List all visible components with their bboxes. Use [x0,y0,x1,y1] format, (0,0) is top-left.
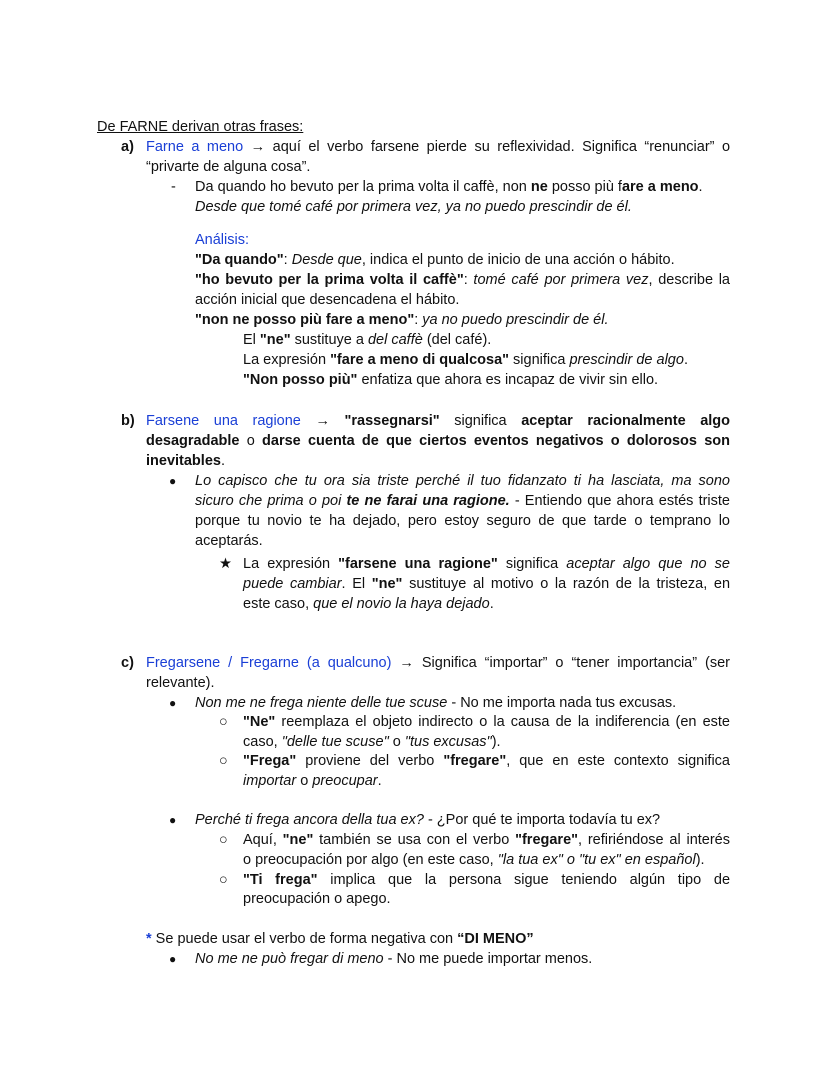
note-b-line1: La expresión "farsene una ragione" significa aceptar algo que no se [243,556,730,572]
example-b-line2: sicuro che prima o poi te ne farai una ragione. - Entiendo que ahora estés triste [195,493,730,509]
note-b-line2: puede cambiar. El "ne" sustituye al motivo o la razón de la tristeza, en [243,576,731,592]
circle-marker: ○ [219,714,228,730]
item-a-marker: a) [121,139,134,155]
bullet-marker: ● [169,952,177,966]
term-farsene-una-ragione: Farsene una ragione [146,413,301,429]
item-a-line2: “privarte de alguna cosa”. [146,159,311,175]
star-icon: ★ [219,556,232,572]
note-c2-line2: importar o preocupar. [243,773,382,789]
example-c2: Perché ti frega ancora della tua ex? - ¿Por qué te importa todavía tu ex? [195,812,661,828]
example-c1: Non me ne frega niente delle tue scuse - No me importa nada tus excusas. [195,695,677,711]
example-c3: No me ne può fregar di meno - No me puede importar menos. [195,951,593,967]
item-a-line1: Farne a meno → aquí el verbo farsene pierde su reflexividad. Significa “renunciar” o [146,139,731,155]
bullet-marker: ● [169,696,177,710]
analysis-sub2: La expresión "fare a meno di qualcosa" significa prescindir de algo. [243,352,688,368]
bullet-marker: ● [169,474,177,488]
note-c2-line1: "Frega" proviene del verbo "fregare", que en este contexto significa [243,753,730,769]
note-c1-line1: "Ne" reemplaza el objeto indirecto o la causa de la indiferencia (en este [243,714,730,730]
term-farne-a-meno: Farne a meno [146,139,244,155]
asterisk-icon: * [146,931,152,947]
note-c1-line2: caso, "delle tue scuse" o "tus excusas"). [243,734,501,750]
note-b-line3: este caso, que el novio la haya dejado. [243,596,494,612]
item-b-line2: desagradable o darse cuenta de que ciertos eventos negativos o dolorosos son [146,433,730,449]
dash-marker: - [171,179,176,195]
analysis-line1: "Da quando": Desde que, indica el punto de inicio de una acción o hábito. [195,252,675,268]
example-a: Da quando ho bevuto per la prima volta il caffè, non ne posso più fare a meno. [195,179,703,195]
note-di-meno: * Se puede usar el verbo de forma negativa con “DI MENO” [146,931,534,947]
analysis-sub3: "Non posso più" enfatiza que ahora es incapaz de vivir sin ello. [243,372,659,388]
note-c3-line1: Aquí, "ne" también se usa con el verbo "fregare", refiriéndose al interés [243,832,730,848]
item-b-marker: b) [121,413,135,429]
circle-marker: ○ [219,832,228,848]
item-b-line3: inevitables. [146,453,225,469]
example-b-line3: porque tu novio te ha dejado, pero estoy seguro de que tarde o temprano lo [195,513,730,529]
example-b-line1: Lo capisco che tu ora sia triste perché il tuo fidanzato ti ha lasciata, ma sono [195,473,730,489]
analysis-line2: "ho bevuto per la prima volta il caffè": tomé café por primera vez, describe la [195,272,730,288]
note-c4-line2: preocupación o apego. [243,891,391,907]
analysis-line3: "non ne posso più fare a meno": ya no puedo prescindir de él. [195,312,609,328]
item-c-line1: Fregarsene / Fregarne (a qualcuno) → Significa “importar” o “tener importancia” (ser [146,655,731,671]
circle-marker: ○ [219,753,228,769]
analysis-sub1: El "ne" sustituye a del caffè (del café). [243,332,492,348]
item-b-line1: Farsene una ragione → "rassegnarsi" significa aceptar racionalmente algo [146,413,731,429]
analysis-title: Análisis: [195,232,249,248]
circle-marker: ○ [219,872,228,888]
term-fregarsene: Fregarsene / Fregarne (a qualcuno) [146,655,392,671]
example-b-line4: aceptarás. [195,533,263,549]
bullet-marker: ● [169,813,177,827]
note-c3-line2: o preocupación por algo (en este caso, "la tua ex" o "tu ex" en español). [243,852,705,868]
item-c-marker: c) [121,655,134,671]
item-c-line2: relevante). [146,675,215,691]
analysis-line2-cont: acción inicial que desencadena el hábito. [195,292,460,308]
example-a-translation: Desde que tomé café por primera vez, ya no puedo prescindir de él. [195,199,632,215]
note-c4-line1: "Ti frega" implica que la persona sigue teniendo algún tipo de [243,872,731,888]
section-heading: De FARNE derivan otras frases: [97,119,304,135]
